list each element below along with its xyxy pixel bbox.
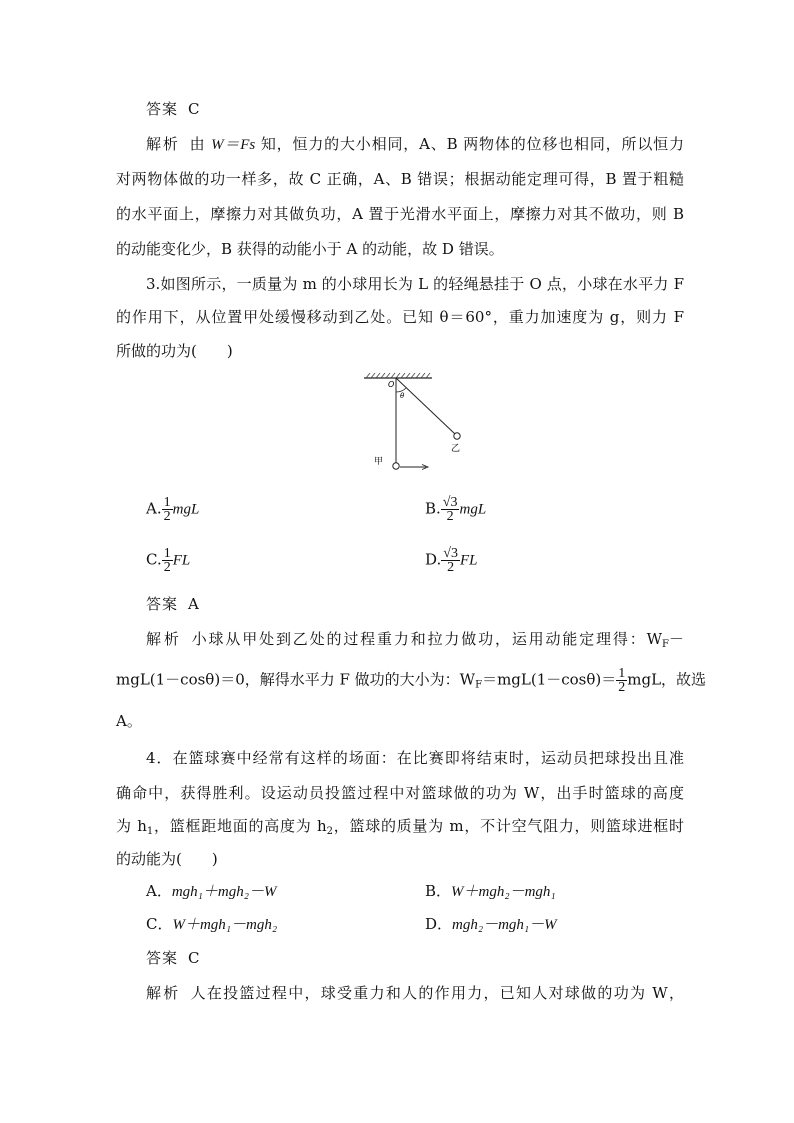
label-yi: 乙 — [451, 444, 461, 454]
option-expression: FL — [459, 552, 478, 569]
q3-explanation-line-2 — [116, 666, 707, 695]
stem-text: ，篮球的质量为 m，不计空气阻力，则篮球进框时 — [332, 817, 684, 835]
option-expression: mgh₁＋mgh₂－W — [171, 884, 277, 900]
explanation-label: 解析 — [146, 630, 182, 648]
explanation-text: 由 — [189, 135, 212, 153]
q3-stem-line-2: 的作用下，从位置甲处缓慢移动到乙处。已知 θ＝60°，重力加速度为 g，则力 F — [116, 308, 684, 326]
q3-explanation-line-3: A。 — [116, 712, 142, 730]
option-letter: D． — [425, 915, 453, 933]
denominator: 2 — [446, 509, 454, 524]
explanation-text: 小球从甲处到乙处的过程重力和拉力做功，运用动能定理得：W — [191, 630, 663, 648]
answer-value: C — [188, 100, 200, 118]
denominator: 2 — [163, 509, 171, 524]
fraction — [441, 547, 460, 574]
label-theta: θ — [400, 392, 405, 400]
numerator: √3 — [442, 495, 458, 510]
answer-line-q2 — [146, 98, 684, 120]
subscript: F — [475, 679, 483, 691]
option-letter: D. — [425, 550, 442, 569]
numerator: 1 — [163, 546, 171, 561]
option-letter: A． — [146, 882, 172, 900]
denominator: 2 — [618, 680, 626, 695]
label-o: O — [388, 380, 395, 389]
q3-answer-line — [146, 593, 684, 615]
option-expression: W＋mgh₂－mgh₁ — [451, 884, 556, 900]
subscript: 2 — [326, 826, 333, 837]
denominator: 2 — [447, 560, 455, 575]
q3-option-d — [425, 547, 477, 574]
explanation-text: mgL，故选 — [627, 670, 707, 689]
q4-answer-line — [146, 947, 684, 969]
answer-label: 答案 — [146, 595, 179, 613]
explanation-text: mgL(1－cosθ)＝0，解得水平力 F 做功的大小为：W — [116, 670, 476, 689]
q4-option-b — [425, 880, 556, 903]
q4-stem-line-3 — [116, 815, 684, 837]
subscript: F — [662, 639, 669, 650]
option-letter: A. — [146, 499, 162, 518]
explanation-line-1 — [146, 133, 684, 156]
answer-value: A — [188, 595, 199, 613]
q3-option-a — [146, 496, 199, 523]
option-letter: C． — [146, 915, 173, 933]
q4-option-a — [146, 880, 276, 903]
denominator: 2 — [163, 560, 171, 575]
explanation-line-3: 的水平面上，摩擦力对其做负功，A 置于光滑水平面上，摩擦力对其不做功，则 B — [116, 205, 684, 223]
option-expression: W＋mgh₁－mgh₂ — [172, 917, 278, 933]
fraction — [616, 667, 627, 694]
option-expression: mgL — [172, 501, 200, 518]
ceiling-hatch — [366, 373, 430, 378]
option-expression: FL — [172, 552, 191, 569]
q4-stem-line-1: 4．在篮球赛中经常有这样的场面：在比赛即将结束时，运动员把球投出且准 — [146, 749, 684, 767]
explanation-label: 解析 — [146, 984, 181, 1002]
explanation-text: － — [668, 630, 684, 648]
numerator: 1 — [618, 666, 626, 681]
fraction — [441, 496, 460, 523]
q3-stem-line-1: 3.如图所示，一质量为 m 的小球用长为 L 的轻绳悬挂于 O 点，小球在水平力 F — [146, 275, 684, 293]
q3-option-b — [425, 496, 486, 523]
q3-explanation-line-1 — [146, 628, 684, 650]
explanation-line-2: 对两物体做的功一样多，故 C 正确，A、B 错误；根据动能定理可得，B 置于粗糙 — [116, 170, 684, 188]
fraction — [162, 496, 173, 523]
explanation-text: ＝mgL(1－cosθ)＝ — [482, 670, 617, 689]
q3-stem-line-3: 所做的功为( ) — [116, 342, 233, 360]
ball-jia — [393, 463, 399, 469]
q3-option-c — [146, 547, 190, 574]
answer-value: C — [188, 949, 200, 967]
explanation-text: 知，恒力的大小相同，A、B 两物体的位移也相同，所以恒力 — [255, 135, 684, 153]
numerator: 1 — [163, 495, 171, 510]
subscript: 1 — [146, 826, 154, 837]
formula-w-fs: W＝Fs — [211, 137, 256, 153]
answer-label: 答案 — [146, 100, 179, 118]
option-expression: mgh₂－mgh₁－W — [452, 917, 557, 933]
numerator: √3 — [443, 546, 458, 561]
q4-explanation-line-1 — [146, 982, 684, 1004]
fraction — [162, 547, 173, 574]
option-expression: mgL — [459, 501, 487, 518]
explanation-line-4: 的动能变化少，B 获得的动能小于 A 的动能，故 D 错误。 — [116, 240, 504, 258]
explanation-label: 解析 — [146, 135, 180, 153]
explanation-text: 人在投篮过程中，球受重力和人的作用力，已知人对球做的功为 W， — [190, 984, 684, 1002]
rope-slanted — [396, 378, 455, 434]
q4-stem-line-4: 的动能为( ) — [116, 850, 218, 868]
ball-yi — [454, 433, 460, 439]
q4-option-d — [425, 913, 557, 936]
q4-stem-line-2: 确命中，获得胜利。设运动员投篮过程中对篮球做的功为 W，出手时篮球的高度 — [116, 784, 684, 802]
option-letter: B. — [425, 499, 441, 518]
q4-option-c — [146, 913, 277, 936]
stem-text: ，篮框距地面的高度为 h — [153, 817, 327, 835]
stem-text: 为 h — [116, 817, 147, 835]
pendulum-figure — [360, 372, 470, 472]
option-letter: C. — [146, 550, 162, 569]
label-jia: 甲 — [374, 457, 384, 467]
answer-label: 答案 — [146, 949, 179, 967]
option-letter: B． — [425, 882, 452, 900]
